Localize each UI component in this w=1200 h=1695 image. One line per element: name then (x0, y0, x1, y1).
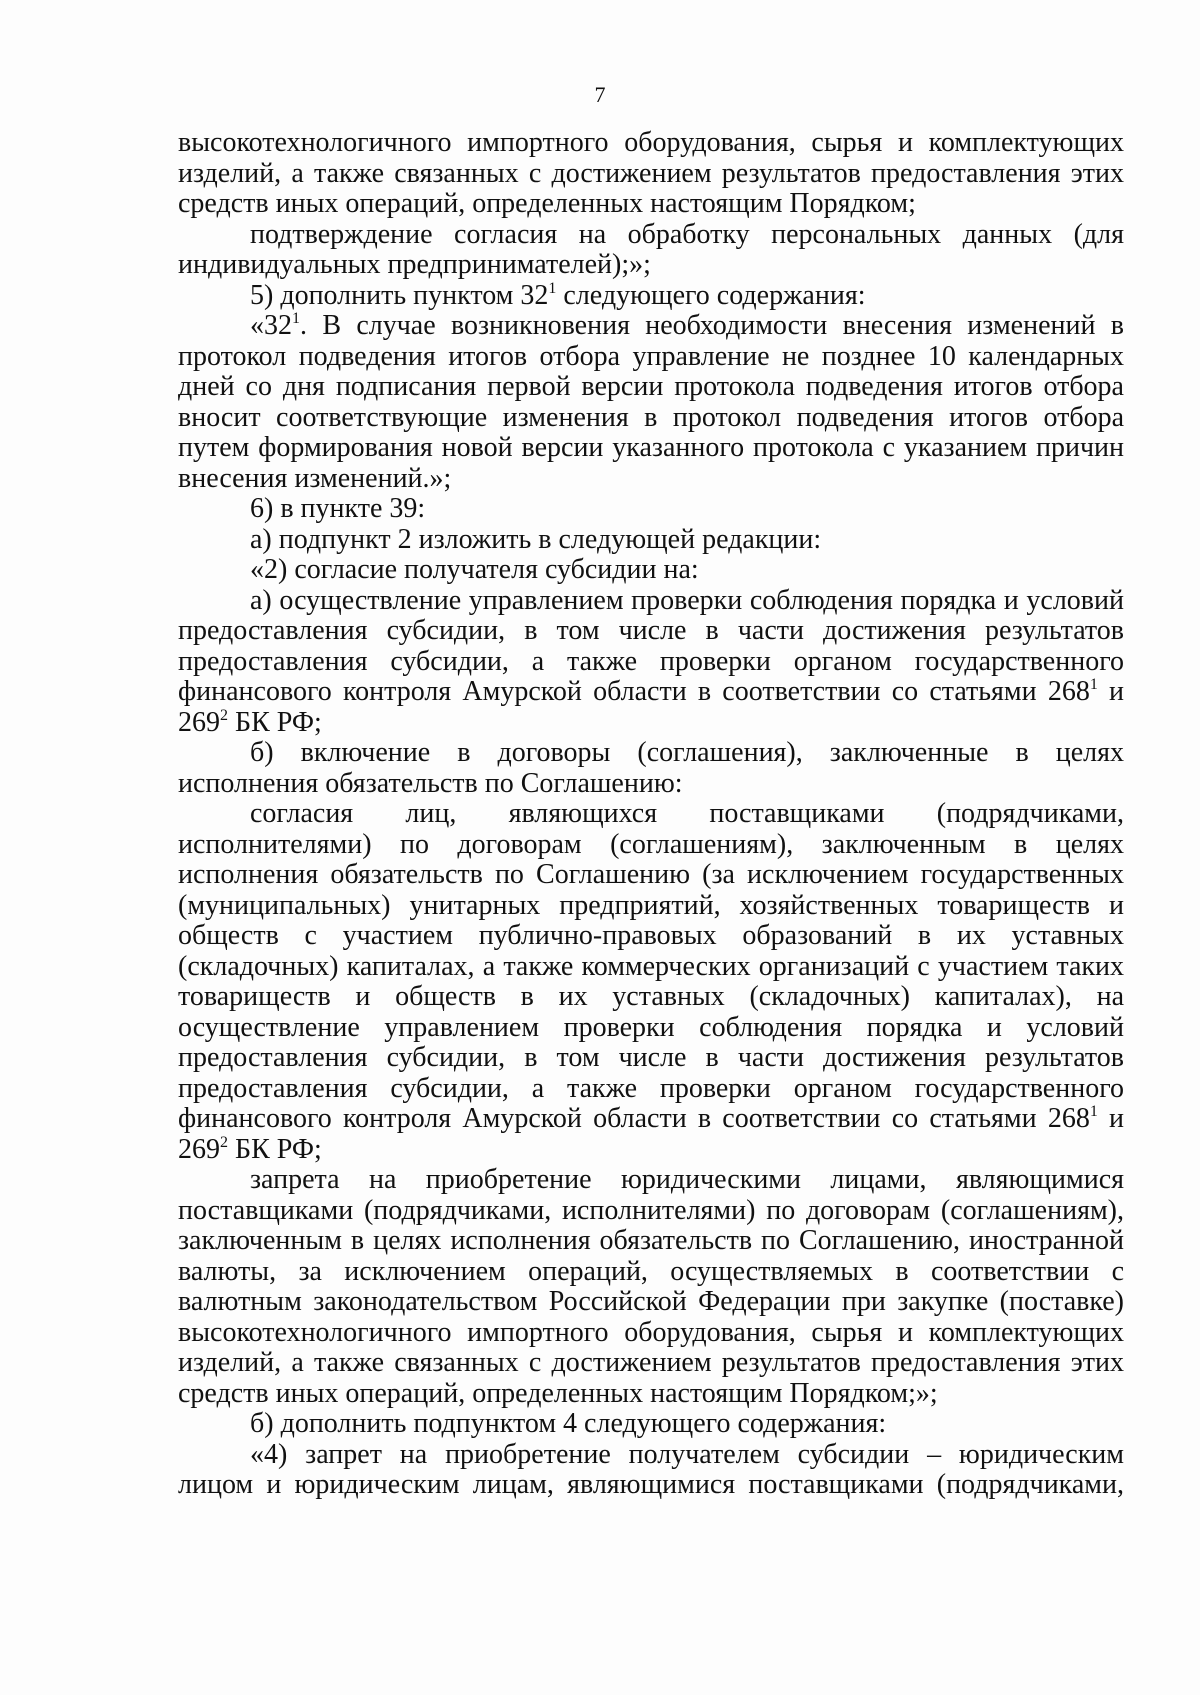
paragraph-consent-suppliers: согласия лиц, являющихся поставщиками (подрядчиками, исполнителями) по договорам (соглашениям), заключенным в целях исполнения обязательств по Соглашению (за исключением государственных (муниципальных) унитарных предприятий, хозяйственных товариществ и обществ с участием публично-правовых образований в их уставных (складочных) капиталах, а также коммерческих организаций с участием таких товариществ и обществ в их уставных (складочных) капиталах), на осуществление управлением проверки соблюдения порядка и условий предоставления субсидии, в том числе в части достижения результатов предоставления субсидии, а также проверки органом государственного финансового контроля Амурской области в соответствии со статьями $268^1$ и $269^2$ БК РФ; (178, 798, 1125, 1165)
page-number: 7 (594, 82, 606, 107)
paragraph-subitem-b-add: б) дополнить подпунктом 4 следующего содержания: (250, 1408, 887, 1439)
paragraph-clause-32-1: «$32^1$. В случае возникновения необходимости внесения изменений в протокол подведения итогов отбора управление не позднее 10 календарных дней со дня подписания первой версии протокола подведения итогов отбора вносит соответствующие изменения в протокол подведения итогов отбора путем формирования новой версии указанного протокола с указанием причин внесения изменений.»; (178, 310, 1124, 494)
document-body (178, 128, 1124, 1501)
paragraph-consent-personal-data: подтверждение согласия на обработку персональных данных (для индивидуальных предпринимателей);»; (178, 218, 1124, 280)
paragraph-quote-4: «4) запрет на приобретение получателем субсидии – юридическим лицом и юридическим лицам, являющимися поставщиками (подрядчиками, (178, 1438, 1124, 1500)
paragraph-consent-a: а) осуществление управлением проверки соблюдения порядка и условий предоставления субсидии, в том числе в части достижения результатов предоставления субсидии, а также проверки органом государственного финансового контроля Амурской области в соответствии со статьями $268^1$ и $269^2$ БК РФ; (178, 584, 1125, 738)
paragraph-item-6: 6) в пункте 39: (250, 493, 426, 524)
paragraph-subitem-a: а) подпункт 2 изложить в следующей редакции: (250, 523, 822, 555)
paragraph-quote-2: «2) согласие получателя субсидии на: (250, 554, 699, 585)
paragraph-inclusion-b: б) включение в договоры (соглашения), заключенные в целях исполнения обязательств по Соглашению: (178, 737, 1124, 799)
paragraph-continuation: высокотехнологичного импортного оборудования, сырья и комплектующих изделий, а также связанных с достижением результатов предоставления этих средств иных операций, определенных настоящим Порядком; (178, 127, 1124, 219)
paragraph-currency-ban: запрета на приобретение юридическими лицами, являющимися поставщиками (подрядчиками, исполнителями) по договорам (соглашениям), заключенным в целях исполнения обязательств по Соглашению, иностранной валюты, за исключением операций, осуществляемых в соответствии с валютным законодательством Российской Федерации при закупке (поставке) высокотехнологичного импортного оборудования, сырья и комплектующих изделий, а также связанных с достижением результатов предоставления этих средств иных операций, определенных настоящим Порядком;»; (178, 1164, 1124, 1409)
paragraph-item-5: 5) дополнить пунктом $32^1$ следующего содержания: (250, 279, 866, 311)
